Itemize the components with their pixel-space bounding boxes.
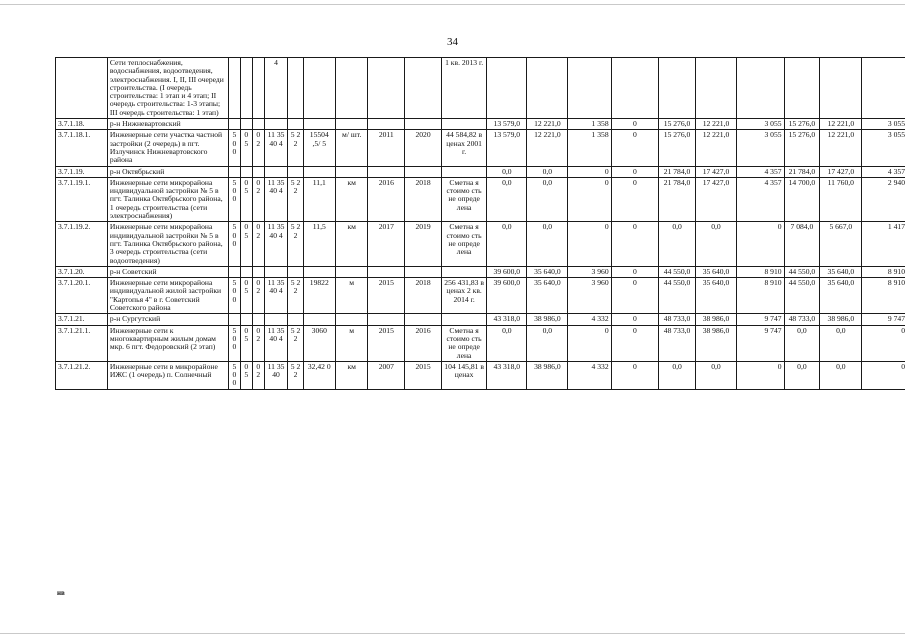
capacity: 15504 ,5/ 5 — [303, 130, 335, 166]
end-year: 2016 — [405, 325, 442, 361]
code-digit-5: 5 2 2 — [288, 222, 303, 266]
code-digit-2 — [240, 166, 252, 177]
row-code: 3.7.1.19. — [56, 166, 108, 177]
value-4: 0 — [611, 361, 659, 389]
value-1: 0,0 — [487, 177, 527, 221]
code-digit-3: 0 2 — [252, 130, 264, 166]
value-7: 3 055 — [737, 119, 785, 130]
value-5: 44 550,0 — [659, 278, 696, 314]
unit: км — [335, 361, 367, 389]
value-7: 4 357 — [737, 177, 785, 221]
code-digit-2: 0 5 — [240, 177, 252, 221]
unit — [335, 266, 367, 277]
value-8: 15 276,0 — [784, 130, 820, 166]
value-5: 15 276,0 — [659, 119, 696, 130]
value-3 — [568, 58, 611, 119]
code-digit-5 — [288, 166, 303, 177]
value-1: 0,0 — [487, 325, 527, 361]
capacity — [303, 166, 335, 177]
estimated-cost — [441, 166, 486, 177]
unit — [335, 119, 367, 130]
value-7: 9 747 — [737, 314, 785, 325]
unit — [335, 314, 367, 325]
value-7: 0 — [737, 222, 785, 266]
row-name: Сети теплоснабжения, водоснабжения, водоотведения, электроснабжения. I, II, III очереди строительства. (I очередь строительства: 1 этап и 4 этап; II очередь строительства: 1-3 этапы; III очередь строительства: 1 этап) — [107, 58, 228, 119]
code-digit-4: 11 35 40 4 — [264, 222, 288, 266]
code-digit-3 — [252, 58, 264, 119]
value-5: 48 733,0 — [659, 314, 696, 325]
code-digit-2: 0 5 — [240, 361, 252, 389]
capacity — [303, 119, 335, 130]
table-row — [56, 266, 905, 277]
row-code: 3.7.1.20.1. — [56, 278, 108, 314]
unit — [335, 58, 367, 119]
start-year: 2011 — [368, 130, 405, 166]
row-name: р-н Советский — [107, 266, 228, 277]
end-year — [405, 166, 442, 177]
code-digit-5 — [288, 119, 303, 130]
start-year — [368, 266, 405, 277]
table-row — [56, 361, 905, 389]
value-7: 8 910 — [737, 278, 785, 314]
value-2: 0,0 — [527, 222, 568, 266]
value-3: 0 — [568, 177, 611, 221]
row-name: Инженерные сети микрорайона индивидуальной жилой застройки "Картопья 4" в г. Советский Советского района — [107, 278, 228, 314]
row-code: 3.7.1.21. — [56, 314, 108, 325]
value-2: 0,0 — [527, 325, 568, 361]
code-digit-3 — [252, 314, 264, 325]
estimated-cost: Сметна я стоимо сть не опреде лена — [441, 177, 486, 221]
code-digit-1 — [228, 58, 240, 119]
start-year: 2007 — [368, 361, 405, 389]
capacity — [303, 58, 335, 119]
value-8: 48 733,0 — [784, 314, 820, 325]
code-digit-1 — [228, 166, 240, 177]
estimated-cost: 44 584,82 в ценах 2001 г. — [441, 130, 486, 166]
unit: м — [335, 325, 367, 361]
end-year: 2015 — [405, 361, 442, 389]
value-10: 0 — [862, 325, 905, 361]
end-year — [405, 58, 442, 119]
value-1: 0,0 — [487, 222, 527, 266]
value-10: 8 910 — [862, 266, 905, 277]
value-1: 39 600,0 — [487, 278, 527, 314]
value-9: 11 760,0 — [820, 177, 862, 221]
value-8: 44 550,0 — [784, 266, 820, 277]
value-8: 0,0 — [784, 361, 820, 389]
value-7 — [737, 58, 785, 119]
table-row — [56, 130, 905, 166]
value-9: 12 221,0 — [820, 130, 862, 166]
value-7: 9 747 — [737, 325, 785, 361]
row-code: 3.7.1.20. — [56, 266, 108, 277]
program-table — [55, 57, 905, 390]
value-5: 15 276,0 — [659, 130, 696, 166]
value-8: 15 276,0 — [784, 119, 820, 130]
value-6: 0,0 — [695, 361, 736, 389]
code-digit-2: 0 5 — [240, 222, 252, 266]
value-6: 38 986,0 — [695, 314, 736, 325]
value-4: 0 — [611, 130, 659, 166]
code-digit-1: 5 0 0 — [228, 278, 240, 314]
start-year: 2015 — [368, 325, 405, 361]
code-digit-4 — [264, 119, 288, 130]
value-5: 21 784,0 — [659, 166, 696, 177]
code-digit-4 — [264, 314, 288, 325]
value-3: 0 — [568, 325, 611, 361]
code-digit-4: 11 35 40 — [264, 361, 288, 389]
value-4: 0 — [611, 166, 659, 177]
end-year — [405, 266, 442, 277]
value-9: 35 640,0 — [820, 266, 862, 277]
value-6: 0,0 — [695, 222, 736, 266]
unit: м/ шт. — [335, 130, 367, 166]
value-1: 43 318,0 — [487, 361, 527, 389]
row-code: 3.7.1.21.2. — [56, 361, 108, 389]
value-4: 0 — [611, 266, 659, 277]
value-10: 9 747 — [862, 314, 905, 325]
table-row — [56, 177, 905, 221]
table-row — [56, 278, 905, 314]
value-4 — [611, 58, 659, 119]
estimated-cost — [441, 119, 486, 130]
code-digit-5 — [288, 314, 303, 325]
value-4: 0 — [611, 278, 659, 314]
row-name: Инженерные сети в микрорайоне ИЖС (1 очередь) п. Солнечный — [107, 361, 228, 389]
capacity: 32,42 0 — [303, 361, 335, 389]
row-name: Инженерные сети к многоквартирным жилым домам мкр. 6 пгт. Федоровский (2 этап) — [107, 325, 228, 361]
value-2: 12 221,0 — [527, 119, 568, 130]
row-code: 3.7.1.19.1. — [56, 177, 108, 221]
code-digit-1: 5 0 0 — [228, 130, 240, 166]
code-digit-1: 5 0 0 — [228, 361, 240, 389]
value-9: 35 640,0 — [820, 278, 862, 314]
code-digit-1: 5 0 0 — [228, 177, 240, 221]
row-code — [56, 58, 108, 119]
value-3: 4 332 — [568, 361, 611, 389]
value-5 — [659, 58, 696, 119]
start-year — [368, 58, 405, 119]
value-4: 0 — [611, 314, 659, 325]
estimated-cost: 256 431,83 в ценах 2 кв. 2014 г. — [441, 278, 486, 314]
code-digit-2: 0 5 — [240, 325, 252, 361]
estimated-cost — [441, 266, 486, 277]
code-digit-4: 11 35 40 4 — [264, 130, 288, 166]
code-digit-4: 11 35 40 4 — [264, 325, 288, 361]
value-10: 4 357 — [862, 166, 905, 177]
value-9: 38 986,0 — [820, 314, 862, 325]
end-year: 2018 — [405, 278, 442, 314]
code-digit-1 — [228, 314, 240, 325]
start-year — [368, 119, 405, 130]
value-9: 0,0 — [820, 325, 862, 361]
code-digit-4: 11 35 40 4 — [264, 177, 288, 221]
page-number: 34 — [447, 36, 458, 48]
code-digit-5: 5 2 2 — [288, 177, 303, 221]
table-row — [56, 222, 905, 266]
value-8: 21 784,0 — [784, 166, 820, 177]
code-digit-5 — [288, 266, 303, 277]
code-digit-5: 5 2 2 — [288, 130, 303, 166]
estimated-cost: 1 кв. 2013 г. — [441, 58, 486, 119]
table-row — [56, 314, 905, 325]
table-row — [56, 325, 905, 361]
program-table-wrap — [55, 57, 905, 588]
value-2: 38 986,0 — [527, 314, 568, 325]
value-3: 4 332 — [568, 314, 611, 325]
value-7: 4 357 — [737, 166, 785, 177]
estimated-cost: 104 145,81 в ценах — [441, 361, 486, 389]
row-name: Инженерные сети микрорайона индивидуальной застройки № 5 в пгт. Талинка Октябрьского района, 3 очередь строительства (сети водоотведения) — [107, 222, 228, 266]
value-6: 17 427,0 — [695, 177, 736, 221]
value-1: 0,0 — [487, 166, 527, 177]
end-year: 2020 — [405, 130, 442, 166]
value-9: 0,0 — [820, 361, 862, 389]
code-digit-1: 5 0 0 — [228, 325, 240, 361]
code-digit-5: 5 2 2 — [288, 325, 303, 361]
estimated-cost — [441, 314, 486, 325]
value-9 — [820, 58, 862, 119]
value-2: 38 986,0 — [527, 361, 568, 389]
value-4: 0 — [611, 119, 659, 130]
value-8: 44 550,0 — [784, 278, 820, 314]
value-1 — [487, 58, 527, 119]
value-4: 0 — [611, 177, 659, 221]
code-digit-2 — [240, 58, 252, 119]
start-year — [368, 314, 405, 325]
start-year — [368, 166, 405, 177]
unit: км — [335, 222, 367, 266]
value-10 — [862, 58, 905, 119]
row-name: р-н Сургутский — [107, 314, 228, 325]
table-row — [56, 166, 905, 177]
value-6: 12 221,0 — [695, 119, 736, 130]
start-year: 2016 — [368, 177, 405, 221]
estimated-cost: Сметна я стоимо сть не опреде лена — [441, 222, 486, 266]
value-5: 48 733,0 — [659, 325, 696, 361]
code-digit-2: 0 5 — [240, 130, 252, 166]
value-9: 12 221,0 — [820, 119, 862, 130]
code-digit-3: 0 2 — [252, 325, 264, 361]
code-digit-4: 4 — [264, 58, 288, 119]
end-year — [405, 119, 442, 130]
value-6 — [695, 58, 736, 119]
value-1: 39 600,0 — [487, 266, 527, 277]
value-8 — [784, 58, 820, 119]
start-year: 2017 — [368, 222, 405, 266]
value-10: 3 055 — [862, 130, 905, 166]
value-3: 1 358 — [568, 119, 611, 130]
scan-edge-top — [0, 4, 905, 5]
row-code: 3.7.1.18.1. — [56, 130, 108, 166]
row-name: р-н Нижневартовский — [107, 119, 228, 130]
value-7: 8 910 — [737, 266, 785, 277]
value-1: 43 318,0 — [487, 314, 527, 325]
value-5: 21 784,0 — [659, 177, 696, 221]
capacity: 3060 — [303, 325, 335, 361]
table-row — [56, 58, 905, 119]
unit: км — [335, 177, 367, 221]
value-6: 12 221,0 — [695, 130, 736, 166]
code-digit-2: 0 5 — [240, 278, 252, 314]
value-2: 0,0 — [527, 166, 568, 177]
unit — [335, 166, 367, 177]
value-10: 0 — [862, 361, 905, 389]
value-7: 0 — [737, 361, 785, 389]
value-8: 14 700,0 — [784, 177, 820, 221]
code-digit-2 — [240, 266, 252, 277]
code-digit-3 — [252, 266, 264, 277]
value-6: 35 640,0 — [695, 278, 736, 314]
code-digit-3: 0 2 — [252, 177, 264, 221]
value-3: 1 358 — [568, 130, 611, 166]
value-9: 5 667,0 — [820, 222, 862, 266]
value-2: 35 640,0 — [527, 278, 568, 314]
value-6: 17 427,0 — [695, 166, 736, 177]
code-digit-2 — [240, 119, 252, 130]
end-year: 2019 — [405, 222, 442, 266]
code-digit-4 — [264, 166, 288, 177]
value-10: 2 940 — [862, 177, 905, 221]
footer-mark: нв — [57, 589, 65, 597]
row-name: р-н Октябрьский — [107, 166, 228, 177]
code-digit-1 — [228, 119, 240, 130]
value-1: 13 579,0 — [487, 119, 527, 130]
capacity: 19822 — [303, 278, 335, 314]
row-code: 3.7.1.18. — [56, 119, 108, 130]
value-2: 12 221,0 — [527, 130, 568, 166]
value-3: 0 — [568, 166, 611, 177]
value-6: 35 640,0 — [695, 266, 736, 277]
code-digit-5: 5 2 2 — [288, 361, 303, 389]
code-digit-3: 0 2 — [252, 361, 264, 389]
code-digit-5 — [288, 58, 303, 119]
value-7: 3 055 — [737, 130, 785, 166]
value-5: 44 550,0 — [659, 266, 696, 277]
row-code: 3.7.1.19.2. — [56, 222, 108, 266]
value-1: 13 579,0 — [487, 130, 527, 166]
code-digit-4 — [264, 266, 288, 277]
table-row — [56, 119, 905, 130]
estimated-cost: Сметна я стоимо сть не опреде лена — [441, 325, 486, 361]
code-digit-2 — [240, 314, 252, 325]
row-code: 3.7.1.21.1. — [56, 325, 108, 361]
end-year: 2018 — [405, 177, 442, 221]
capacity: 11,1 — [303, 177, 335, 221]
value-3: 0 — [568, 222, 611, 266]
value-10: 8 910 — [862, 278, 905, 314]
row-name: Инженерные сети микрорайона индивидуальной застройки № 5 в пгт. Талинка Октябрьского района, 1 очередь строительства (сети электроснабжения) — [107, 177, 228, 221]
value-10: 3 055 — [862, 119, 905, 130]
capacity: 11,5 — [303, 222, 335, 266]
row-name: Инженерные сети участка частной застройки (2 очередь) в пгт. Излучинск Нижневартовского района — [107, 130, 228, 166]
code-digit-3: 0 2 — [252, 278, 264, 314]
unit: м — [335, 278, 367, 314]
code-digit-4: 11 35 40 4 — [264, 278, 288, 314]
value-4: 0 — [611, 325, 659, 361]
value-8: 7 084,0 — [784, 222, 820, 266]
value-3: 3 960 — [568, 266, 611, 277]
value-3: 3 960 — [568, 278, 611, 314]
value-2 — [527, 58, 568, 119]
code-digit-3 — [252, 166, 264, 177]
code-digit-1: 5 0 0 — [228, 222, 240, 266]
start-year: 2015 — [368, 278, 405, 314]
value-2: 0,0 — [527, 177, 568, 221]
code-digit-1 — [228, 266, 240, 277]
code-digit-3 — [252, 119, 264, 130]
value-5: 0,0 — [659, 222, 696, 266]
value-10: 1 417 — [862, 222, 905, 266]
value-8: 0,0 — [784, 325, 820, 361]
table-body — [56, 58, 905, 390]
capacity — [303, 266, 335, 277]
value-4: 0 — [611, 222, 659, 266]
code-digit-3: 0 2 — [252, 222, 264, 266]
value-2: 35 640,0 — [527, 266, 568, 277]
code-digit-5: 5 2 2 — [288, 278, 303, 314]
capacity — [303, 314, 335, 325]
value-6: 38 986,0 — [695, 325, 736, 361]
scan-edge-bottom — [0, 633, 905, 634]
end-year — [405, 314, 442, 325]
value-5: 0,0 — [659, 361, 696, 389]
value-9: 17 427,0 — [820, 166, 862, 177]
